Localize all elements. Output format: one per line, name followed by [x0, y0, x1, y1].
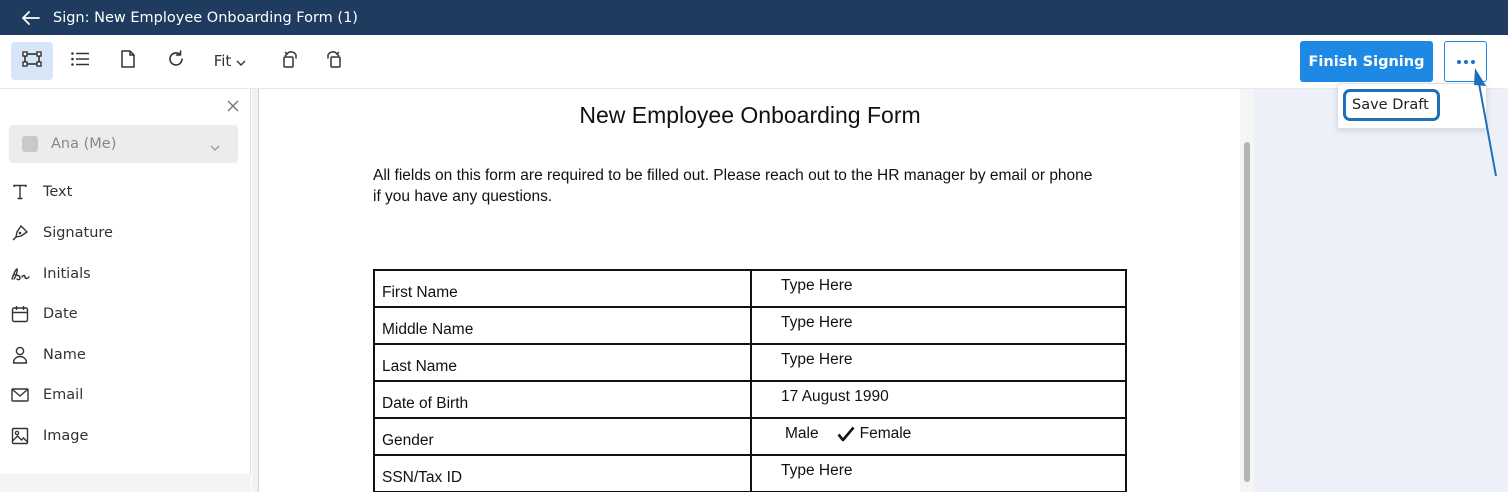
date-of-birth-field[interactable]: 17 August 1990 — [751, 381, 1126, 418]
row-label: Last Name — [374, 344, 751, 381]
image-icon — [10, 426, 30, 446]
field-name[interactable] — [10, 342, 86, 368]
envelope-icon — [10, 385, 30, 405]
vertical-scrollbar[interactable] — [1240, 89, 1254, 492]
rotate-left-button[interactable] — [270, 42, 310, 80]
fields-sidebar — [0, 89, 251, 492]
refresh-icon — [167, 50, 185, 73]
initials-icon — [10, 264, 30, 284]
close-icon[interactable] — [226, 99, 240, 113]
document-pages-button[interactable] — [108, 42, 148, 80]
field-image[interactable] — [10, 423, 88, 449]
field-date[interactable] — [10, 301, 78, 327]
sidebar-footer — [0, 474, 251, 492]
annotation-arrow-icon — [1470, 66, 1500, 178]
table-row — [374, 270, 1126, 307]
middle-name-field[interactable]: Type Here — [751, 307, 1126, 344]
document-page — [258, 89, 1240, 492]
signer-name: Ana (Me) — [51, 136, 117, 152]
field-list-button[interactable] — [60, 42, 100, 80]
zoom-select[interactable] — [204, 42, 256, 80]
row-label: Gender — [374, 418, 751, 455]
field-text[interactable] — [10, 179, 72, 205]
scrollbar-thumb[interactable] — [1244, 142, 1250, 482]
field-label: Image — [43, 428, 89, 444]
save-draft-menu-item[interactable]: Save Draft — [1343, 89, 1440, 121]
more-dots-icon — [1457, 60, 1461, 64]
zoom-label: Fit — [213, 52, 232, 70]
window-title: Sign: New Employee Onboarding Form (1) — [53, 9, 358, 26]
row-label: Middle Name — [374, 307, 751, 344]
document-title: New Employee Onboarding Form — [579, 102, 921, 128]
document-intro: All fields on this form are required to be filled out. Please reach out to the HR manager by email or phone if you have any questions. — [373, 167, 1093, 205]
field-label: Date — [43, 306, 78, 322]
first-name-field[interactable]: Type Here — [751, 270, 1126, 307]
text-icon — [10, 182, 30, 202]
gender-field[interactable] — [751, 418, 1126, 455]
gender-option-female[interactable]: Female — [859, 424, 912, 442]
table-row — [374, 307, 1126, 344]
table-row — [374, 344, 1126, 381]
document-icon — [120, 50, 136, 73]
signer-select[interactable] — [9, 125, 238, 163]
calendar-icon — [10, 304, 30, 324]
last-name-field[interactable]: Type Here — [751, 344, 1126, 381]
gender-option-male[interactable]: Male — [785, 424, 819, 442]
field-label: Initials — [43, 266, 91, 282]
field-label: Name — [43, 347, 86, 363]
person-icon — [10, 345, 30, 365]
field-placement-tool-button[interactable] — [11, 42, 53, 80]
field-label: Email — [43, 387, 84, 403]
chevron-down-icon — [210, 138, 220, 156]
more-options-menu — [1337, 83, 1487, 129]
table-row — [374, 381, 1126, 418]
table-row — [374, 418, 1126, 455]
signer-color-swatch — [22, 136, 38, 152]
rotate-right-icon — [325, 49, 343, 74]
field-label: Signature — [43, 225, 113, 241]
checkmark-icon — [837, 426, 855, 442]
row-label: First Name — [374, 270, 751, 307]
pen-icon — [10, 223, 30, 243]
selection-frame-icon — [22, 51, 42, 72]
toolbar — [0, 35, 1508, 89]
field-initials[interactable] — [10, 261, 91, 287]
list-icon — [70, 51, 90, 72]
field-email[interactable] — [10, 382, 83, 408]
title-bar — [0, 0, 1508, 35]
field-signature[interactable] — [10, 220, 113, 246]
finish-signing-button[interactable]: Finish Signing — [1300, 41, 1433, 82]
document-viewer — [252, 89, 1240, 492]
field-label: Text — [43, 184, 73, 200]
rotate-left-icon — [281, 49, 299, 74]
refresh-button[interactable] — [156, 42, 196, 80]
back-arrow-icon[interactable] — [22, 11, 40, 25]
form-table — [373, 269, 1127, 492]
chevron-down-icon — [236, 52, 246, 70]
row-label: SSN/Tax ID — [374, 455, 751, 492]
table-row — [374, 455, 1126, 492]
rotate-right-button[interactable] — [314, 42, 354, 80]
ssn-tax-id-field[interactable]: Type Here — [751, 455, 1126, 492]
row-label: Date of Birth — [374, 381, 751, 418]
